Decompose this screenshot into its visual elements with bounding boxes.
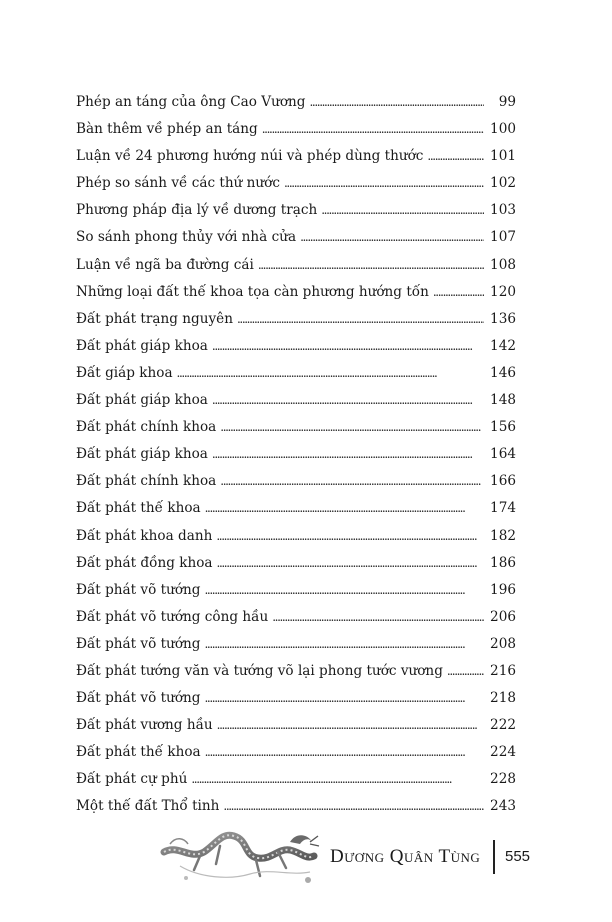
author-name: Dương Quân Tùng — [330, 846, 481, 867]
toc-leader-dots — [205, 739, 484, 766]
toc-entry — [76, 224, 516, 251]
toc-entry-page: 142 — [490, 337, 516, 354]
toc-leader-dots — [191, 766, 484, 793]
toc-entry-title: Một thế đất Thổ tinh — [76, 798, 220, 815]
toc-entry-page: 224 — [490, 744, 516, 761]
toc-entry-title: Đất phát khoa danh — [76, 527, 213, 544]
toc-entry — [76, 333, 516, 360]
toc-leader-dots — [284, 170, 484, 197]
toc-entry-page: 208 — [490, 635, 516, 652]
toc-entry-title: Đất phát tướng văn và tướng võ lại phong tước vương — [76, 662, 443, 679]
toc-entry-title: Đất phát thế khoa — [76, 744, 201, 761]
toc-entry-title: Luận về ngã ba đường cái — [76, 256, 254, 273]
toc-entry-title: Phép so sánh về các thứ nước — [76, 175, 280, 192]
toc-entry — [76, 550, 516, 577]
toc-entry-page: 206 — [490, 608, 516, 625]
toc-entry — [76, 631, 516, 658]
toc-entry-title: Đất phát giáp khoa — [76, 337, 208, 354]
toc-entry — [76, 89, 516, 116]
toc-leader-dots — [321, 197, 484, 224]
toc-entry — [76, 577, 516, 604]
toc-leader-dots — [217, 550, 484, 577]
toc-entry — [76, 766, 516, 793]
toc-entry — [76, 604, 516, 631]
toc-entry-title: Đất phát giáp khoa — [76, 392, 208, 409]
toc-entry-title: Đất phát cự phú — [76, 771, 188, 788]
toc-entry — [76, 468, 516, 495]
toc-entry-page: 216 — [490, 662, 516, 679]
dragon-icon — [160, 822, 320, 892]
toc-leader-dots — [212, 333, 484, 360]
toc-entry — [76, 197, 516, 224]
toc-entry-title: Bàn thêm về phép an táng — [76, 121, 258, 138]
toc-entry-page: 120 — [490, 283, 516, 300]
toc-entry — [76, 143, 516, 170]
toc-leader-dots — [205, 495, 484, 522]
toc-entry-title: Đất phát giáp khoa — [76, 446, 208, 463]
toc-leader-dots — [272, 604, 484, 631]
toc-entry-title: Phép an táng của ông Cao Vương — [76, 94, 306, 110]
toc-leader-dots — [212, 387, 484, 414]
toc-leader-dots — [447, 658, 484, 685]
toc-entry-page: 218 — [490, 690, 516, 707]
toc-entry-page: 101 — [490, 148, 516, 165]
toc-entry-page: 186 — [490, 554, 516, 571]
toc-entry-page: 100 — [490, 121, 516, 138]
toc-entry-title: So sánh phong thủy với nhà cửa — [76, 229, 297, 246]
toc-entry-page: 222 — [490, 717, 516, 734]
toc-entry-page: 99 — [498, 94, 516, 110]
toc-leader-dots — [223, 793, 484, 820]
page-footer — [160, 822, 560, 892]
toc-entry-title: Đất phát thế khoa — [76, 500, 201, 517]
toc-entry-title: Đất phát đồng khoa — [76, 554, 213, 571]
toc-entry — [76, 279, 516, 306]
toc-leader-dots — [204, 577, 484, 604]
toc-leader-dots — [204, 685, 484, 712]
toc-entry-title: Những loại đất thế khoa tọa càn phương hướng tốn — [76, 283, 429, 300]
toc-entry — [76, 387, 516, 414]
toc-leader-dots — [300, 224, 484, 251]
toc-entry-title: Đất phát võ tướng — [76, 635, 201, 652]
toc-entry-page: 166 — [490, 473, 516, 490]
toc-entry-page: 228 — [490, 771, 516, 788]
toc-entry — [76, 712, 516, 739]
toc-leader-dots — [204, 631, 484, 658]
toc-entry — [76, 116, 516, 143]
toc-entry-page: 164 — [490, 446, 516, 463]
toc-entry-page: 196 — [490, 581, 516, 598]
toc-entry-title: Luận về 24 phương hướng núi và phép dùng thước — [76, 148, 424, 165]
toc-leader-dots — [237, 306, 484, 333]
toc-entry-title: Đất phát vương hầu — [76, 717, 213, 734]
toc-entry — [76, 793, 516, 820]
toc-entry-page: 103 — [490, 202, 516, 219]
toc-entry-title: Phương pháp địa lý về dương trạch — [76, 202, 318, 219]
toc-entry — [76, 441, 516, 468]
toc-leader-dots — [220, 414, 484, 441]
page-number: 555 — [505, 848, 531, 865]
toc-leader-dots — [262, 116, 484, 143]
toc-leader-dots — [427, 143, 484, 170]
toc-entry — [76, 252, 516, 279]
toc-entry — [76, 523, 516, 550]
toc-entry — [76, 495, 516, 522]
toc-entry-page: 182 — [490, 527, 516, 544]
footer-divider — [493, 840, 495, 874]
toc-entry-page: 107 — [490, 229, 516, 246]
toc-entry-page: 243 — [490, 798, 516, 815]
toc-entry-page: 102 — [490, 175, 516, 192]
toc-entry-page: 146 — [490, 364, 516, 381]
toc-entry — [76, 170, 516, 197]
toc-entry-title: Đất phát chính khoa — [76, 419, 217, 436]
toc-entry — [76, 685, 516, 712]
table-of-contents — [76, 89, 516, 821]
toc-entry — [76, 658, 516, 685]
toc-entry — [76, 739, 516, 766]
toc-entry — [76, 414, 516, 441]
toc-leader-dots — [258, 252, 484, 279]
toc-entry-page: 108 — [490, 256, 516, 273]
toc-leader-dots — [220, 468, 484, 495]
toc-entry-title: Đất giáp khoa — [76, 364, 173, 381]
toc-entry-page: 136 — [490, 310, 516, 327]
toc-entry-page: 174 — [490, 500, 516, 517]
toc-leader-dots — [177, 360, 484, 387]
toc-entry-title: Đất phát võ tướng — [76, 690, 201, 707]
toc-entry-title: Đất phát chính khoa — [76, 473, 217, 490]
toc-entry-title: Đất phát võ tướng công hầu — [76, 608, 269, 625]
toc-entry-page: 148 — [490, 392, 516, 409]
toc-leader-dots — [212, 441, 484, 468]
toc-leader-dots — [216, 523, 484, 550]
toc-entry-page: 156 — [490, 419, 516, 436]
toc-leader-dots — [309, 89, 484, 116]
toc-leader-dots — [217, 712, 484, 739]
toc-entry — [76, 306, 516, 333]
toc-entry-title: Đất phát trạng nguyên — [76, 310, 233, 327]
toc-entry — [76, 360, 516, 387]
toc-leader-dots — [433, 279, 484, 306]
toc-entry-title: Đất phát võ tướng — [76, 581, 201, 598]
